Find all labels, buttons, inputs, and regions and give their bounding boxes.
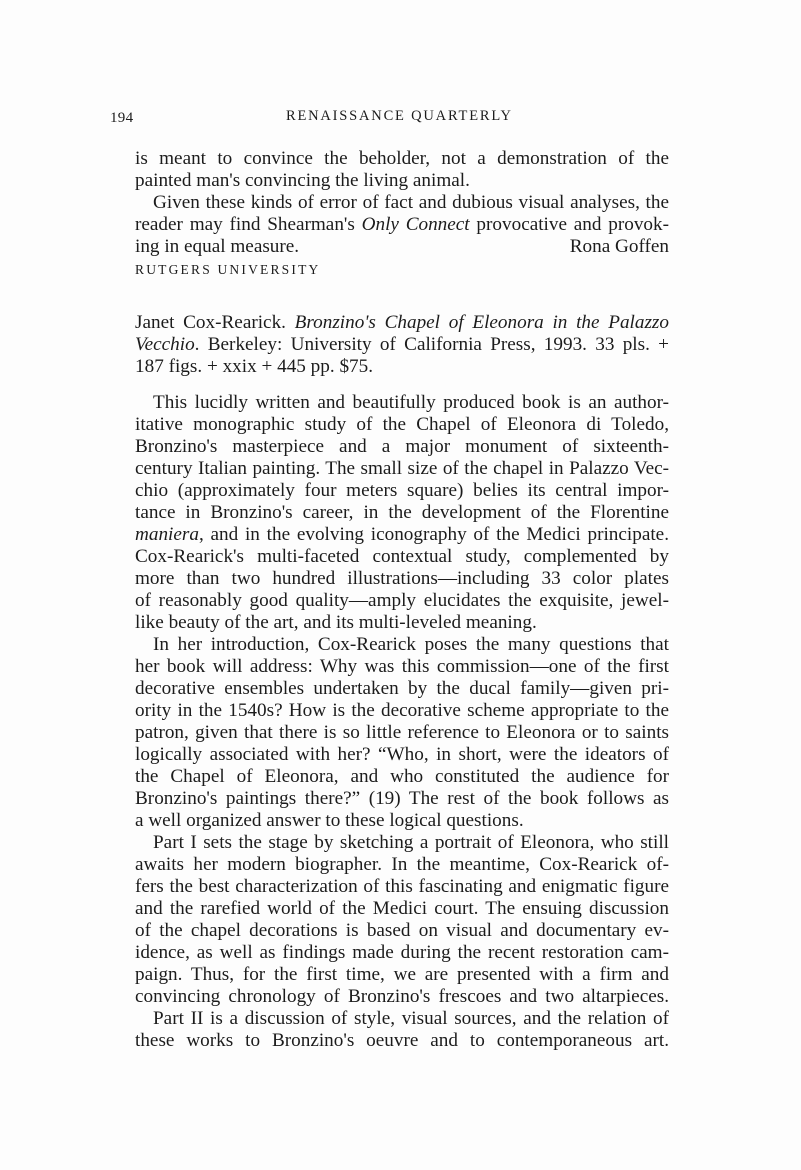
paragraph — [135, 1008, 669, 1052]
text-line: convincing chronology of Bronzino's frescoes and two altarpieces. — [135, 986, 669, 1007]
reviewer-name: Rona Goffen — [569, 236, 669, 257]
italic-term: maniera — [135, 524, 199, 545]
paragraph — [135, 832, 669, 1008]
text-line: a well organized answer to these logical questions. — [135, 810, 524, 831]
reviewer-affiliation: RUTGERS UNIVERSITY — [135, 262, 321, 277]
text-line: these works to Bronzino's oeuvre and to contemporaneous art. — [135, 1030, 669, 1051]
book-citation — [135, 312, 669, 378]
text-span: reader may find Shearman's — [135, 214, 362, 235]
text-line: century Italian painting. The small size of the chapel in Palazzo Vec- — [135, 458, 669, 479]
signature-row — [135, 236, 669, 258]
text-line — [135, 524, 669, 546]
text-line: of reasonably good quality—amply elucidates the exquisite, jewel- — [135, 590, 669, 611]
text-line: like beauty of the art, and its multi-leveled meaning. — [135, 612, 537, 633]
text-line — [135, 214, 669, 236]
text-line: her book will address: Why was this commission—one of the first — [135, 656, 669, 677]
text-span: , and in the evolving iconography of the Medici principate. — [198, 524, 669, 545]
citation-details: 187 figs. + xxix + 445 pp. $75. — [135, 356, 374, 377]
text-line: decorative ensembles undertaken by the ducal family—given pri- — [135, 678, 669, 699]
book-author: Janet Cox-Rearick. — [135, 312, 295, 333]
text-line: awaits her modern biographer. In the meantime, Cox-Rearick of- — [135, 854, 669, 875]
paragraph — [135, 392, 669, 634]
citation-line — [135, 334, 669, 356]
text-span: provocative and provok- — [469, 214, 670, 235]
book-title-italic: Only Connect — [361, 214, 470, 235]
text-line: logically associated with her? “Who, in short, were the ideators of — [135, 744, 669, 765]
text-line: Bronzino's paintings there?” (19) The rest of the book follows as — [135, 788, 669, 809]
text-line: chio (approximately four meters square) belies its central impor- — [135, 480, 669, 501]
text-line: painted man's convincing the living animal. — [135, 170, 470, 191]
text-line: of the chapel decorations is based on visual and documentary ev- — [135, 920, 669, 941]
journal-title: RENAISSANCE QUARTERLY — [286, 108, 513, 124]
text-line: Cox-Rearick's multi-faceted contextual study, complemented by — [135, 546, 669, 567]
text-line: Bronzino's masterpiece and a major monument of sixteenth- — [135, 436, 669, 457]
text-line: itative monographic study of the Chapel of Eleonora di Toledo, — [135, 414, 669, 435]
text-line: Given these kinds of error of fact and dubious visual analyses, the — [153, 192, 669, 213]
book-review — [135, 312, 669, 1052]
text-line: This lucidly written and beautifully produced book is an author- — [153, 392, 669, 413]
text-line: is meant to convince the beholder, not a demonstration of the — [135, 148, 669, 169]
text-line: fers the best characterization of this fascinating and enigmatic figure — [135, 876, 669, 897]
text-line: idence, as well as findings made during the recent restoration cam- — [135, 942, 669, 963]
text-line: more than two hundred illustrations—including 33 color plates — [135, 568, 669, 589]
text-line: patron, given that there is so little reference to Eleonora or to saints — [135, 722, 669, 743]
text-line: Part II is a discussion of style, visual sources, and the relation of — [153, 1008, 669, 1029]
page-number: 194 — [110, 110, 134, 126]
text-line: tance in Bronzino's career, in the development of the Florentine — [135, 502, 669, 523]
previous-review-ending — [135, 148, 669, 280]
paragraph — [135, 634, 669, 832]
running-head — [110, 108, 670, 130]
text-line: the Chapel of Eleonora, and who constituted the audience for — [135, 766, 669, 787]
text-line: paign. Thus, for the first time, we are presented with a firm and — [135, 964, 669, 985]
book-title-cont: Vecchio — [135, 334, 195, 355]
citation-line — [135, 312, 669, 334]
text-line: In her introduction, Cox-Rearick poses the many questions that — [153, 634, 669, 655]
text-line: and the rarefied world of the Medici court. The ensuing discussion — [135, 898, 669, 919]
publication-info: . Berkeley: University of California Press, 1993. 33 pls. + — [194, 334, 669, 355]
text-line: ority in the 1540s? How is the decorative scheme appropriate to the — [135, 700, 669, 721]
text-line: Part I sets the stage by sketching a portrait of Eleonora, who still — [153, 832, 669, 853]
book-title: Bronzino's Chapel of Eleonora in the Palazzo — [294, 312, 669, 333]
text-line: ing in equal measure. — [135, 236, 300, 257]
